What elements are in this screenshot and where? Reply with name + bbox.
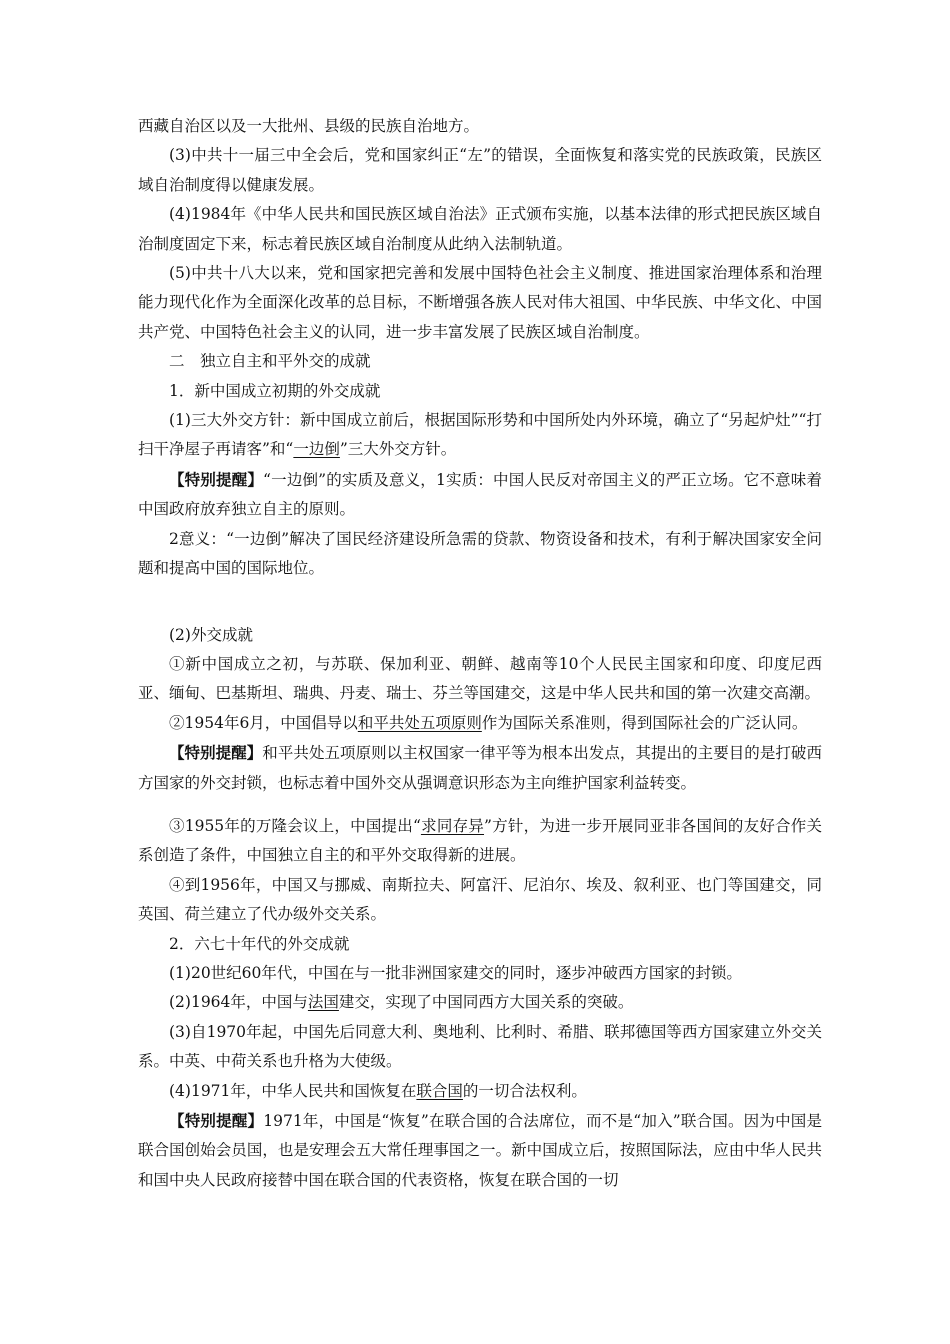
paragraph-france: [138, 988, 822, 1017]
text-segment: 的一切合法权利。: [462, 1081, 587, 1100]
text-segment: (1)三大外交方针：新中国成立前后，根据国际形势和中国所处内外环境，确立了“另起炉灶”“打扫干净屋子再请客”和“: [138, 411, 822, 459]
reminder-un-seat: [138, 1106, 822, 1195]
text-segment: 实质：中国人民反对帝国主义的严正立场。它不意味着中国政府放弃独立自主的原则。: [138, 470, 822, 519]
blank-space: [138, 584, 822, 621]
paragraph-eighteenth-congress: (5)中共十八大以来，党和国家把完善和发展中国特色社会主义制度、推进国家治理体系和治理能力现代化作为全面深化改革的总目标，不断增强各族人民对伟大祖国、中华民族、中华文化、中国共产党、中国特色社会主义的认同，进一步丰富发展了民族区域自治制度。: [138, 264, 822, 341]
section-heading-2: 二 独立自主和平外交的成就: [169, 352, 371, 371]
paragraph-five-principles: [138, 709, 822, 738]
text-segment: 意义：“一边倒”解决了国民经济建设所急需的贷款、物资设备和技术，有利于解决国家安全问题和提高中国的国际地位。: [138, 529, 822, 578]
text-segment: ”三大外交方针。: [339, 440, 457, 459]
underlined-term: 法国: [307, 993, 339, 1012]
reminder-tag: 【特别提醒】: [169, 469, 264, 489]
paragraph-autonomous-regions: 西藏自治区以及一大批州、县级的民族自治地方。: [138, 117, 480, 135]
subheading-early-diplomacy: 1．新中国成立初期的外交成就: [169, 381, 381, 400]
underlined-term: 联合国: [416, 1081, 463, 1100]
subheading-60s-70s: 2．六七十年代的外交成就: [169, 934, 350, 953]
paragraph-first-wave: ①新中国成立之初，与苏联、保加利亚、朝鲜、越南等10个人民民主国家和印度、印度尼西亚、缅甸、巴基斯坦、瑞典、丹麦、瑞士、芬兰等国建交，这是中华人民共和国的第一次建交高潮。: [138, 654, 822, 703]
blank-space: [138, 798, 822, 812]
paragraph-un: [138, 1077, 822, 1106]
paragraph-1956: ④到1956年，中国又与挪威、南斯拉夫、阿富汗、尼泊尔、埃及、叙利亚、也门等国建交，同英国、荷兰建立了代办级外交关系。: [138, 875, 822, 924]
paragraph-autonomy-law: (4)1984年《中华人民共和国民族区域自治法》正式颁布实施，以基本法律的形式把民族区域自治制度固定下来，标志着民族区域自治制度从此纳入法制轨道。: [138, 205, 822, 253]
underlined-term: 和平共处五项原则: [357, 713, 482, 732]
text-segment: (2)1964年，中国与: [169, 993, 308, 1012]
reminder-significance: [138, 525, 822, 584]
paragraph-africa: (1)20世纪60年代，中国在与一批非洲国家建交的同时，逐步冲破西方国家的封锁。: [169, 963, 742, 982]
text-segment: 作为国际关系准则，得到国际社会的广泛认同。: [481, 713, 808, 732]
paragraph-third-plenum: (3)中共十一届三中全会后，党和国家纠正“左”的错误，全面恢复和落实党的民族政策，民族区域自治制度得以健康发展。: [138, 146, 822, 194]
list-number: 2: [169, 529, 179, 548]
text-segment: 建交，实现了中国同西方大国关系的突破。: [338, 993, 634, 1012]
subheading-achievements: (2)外交成就: [169, 625, 253, 644]
reminder-five-principles: [138, 738, 822, 798]
text-segment: (4)1971年，中华人民共和国恢复在: [169, 1081, 417, 1100]
paragraph-bandung: [138, 812, 822, 871]
text-segment: ”方针，为进一步开展同亚非各国间的友好合作关系创造了条件，中国独立自主的和平外交取得新的进展。: [138, 816, 822, 865]
reminder-tag: 【特别提醒】: [169, 743, 263, 763]
paragraph-three-policies: [138, 406, 822, 465]
reminder-tag: 【特别提醒】: [169, 1111, 264, 1130]
list-number: 1: [435, 470, 446, 489]
underlined-term: 求同存异: [420, 816, 485, 835]
underlined-term: 一边倒: [293, 440, 340, 459]
document-page: [138, 112, 822, 1195]
text-segment: 1971年，中国是“恢复”在联合国的合法席位，而不是“加入”联合国。因为中国是联合国创始会员国，也是安理会五大常任理事国之一。新中国成立后，按照国际法，应由中华人民共和国中央人民政府接替中国在联合国的代表资格，恢复在联合国的一切: [138, 1112, 822, 1189]
reminder-lean-to-one-side: [138, 465, 822, 525]
text-segment: “一边倒”的实质及意义，: [263, 470, 436, 489]
text-segment: ②1954年6月，中国倡导以: [169, 713, 358, 732]
text-segment: 和平共处五项原则以主权国家一律平等为根本出发点，其提出的主要目的是打破西方国家的外交封锁，也标志着中国外交从强调意识形态为主向维护国家利益转变。: [138, 744, 822, 792]
text-segment: ③1955年的万隆会议上，中国提出“: [169, 816, 421, 835]
paragraph-1970: (3)自1970年起，中国先后同意大利、奥地利、比利时、希腊、联邦德国等西方国家建立外交关系。中英、中荷关系也升格为大使级。: [138, 1022, 822, 1071]
